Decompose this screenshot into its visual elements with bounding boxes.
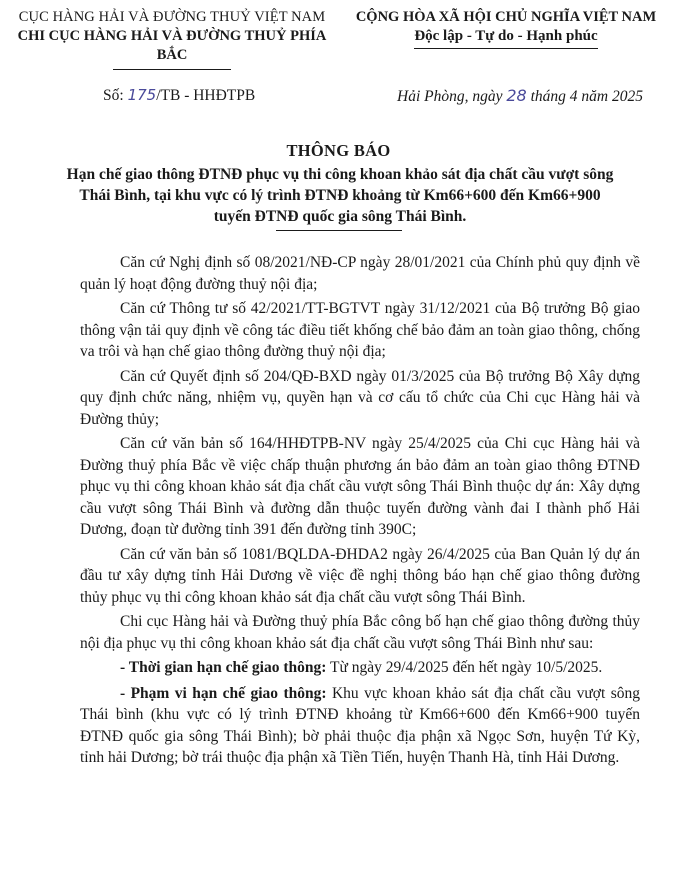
national-motto: Độc lập - Tự do - Hạnh phúc [414,27,597,49]
restriction-scope-item [80,683,640,769]
legal-basis-paragraph: Căn cứ Nghị định số 08/2021/NĐ-CP ngày 28/01/2021 của Chính phủ quy định về quản lý hoạt động đường thuỷ nội địa; [80,254,640,293]
place-prefix: Hải Phòng, ngày [397,88,507,105]
agency-header [12,8,332,70]
doc-no-prefix: Số: [103,87,128,104]
place-and-date [397,86,643,106]
doc-no-suffix: /TB - HHĐTPB [156,87,256,104]
document-subject: Hạn chế giao thông ĐTNĐ phục vụ thi công khoan khảo sát địa chất cầu vượt sông Thái Bình, tại khu vực có lý trình ĐTNĐ khoảng từ Km66+600 đến Km66+900 tuyến ĐTNĐ quốc gia sông Thái Bình. [66,166,614,225]
item-text: Từ ngày 29/4/2025 đến hết ngày 10/5/2025. [326,659,603,676]
date-day-handwritten: 28 [506,86,527,105]
item-text: Khu vực khoan khảo sát địa chất cầu vượt sông Thái bình (khu vực có lý trình ĐTNĐ khoảng từ Km66+600 đến Km66+900 tuyến ĐTNĐ quốc gia sông Thái Bình); bờ phải thuộc địa phận xã Ngọc Sơn, huyện Tứ Kỳ, tỉnh hải Dương; bờ trái thuộc địa phận xã Tiền Tiến, huyện Thanh Hà, tỉnh Hải Dương. [80,684,640,766]
document-body [80,252,640,772]
place-suffix: tháng 4 năm 2025 [526,88,643,105]
national-header [340,8,672,49]
parent-agency-name: CỤC HÀNG HẢI VÀ ĐƯỜNG THUỶ VIỆT NAM [18,9,326,25]
item-label: - Phạm vi hạn chế giao thông: [120,684,327,702]
agency-underline [113,69,231,70]
legal-basis-paragraph: Căn cứ Quyết định số 204/QĐ-BXD ngày 01/3/2025 của Bộ trưởng Bộ Xây dựng quy định chức năng, nhiệm vụ, quyền hạn và cơ cấu tổ chức của Chi cục Hàng hải và Đường thủy; [80,367,640,428]
subject-underline [276,230,402,231]
nation-name: CỘNG HÒA XÃ HỘI CHỦ NGHĨA VIỆT NAM [355,9,657,25]
announcement-paragraph: Chi cục Hàng hải và Đường thuỷ phía Bắc công bố hạn chế giao thông đường thủy nội địa phục vụ thi công khoan khảo sát địa chất cầu vượt sông Thái Bình như sau: [80,613,640,652]
legal-basis-paragraph: Căn cứ Thông tư số 42/2021/TT-BGTVT ngày 31/12/2021 của Bộ trưởng Bộ giao thông vận tải quy định về công tác điều tiết khống chế bảo đảm an toàn giao thông, chống va trôi và hạn chế giao thông đường thuỷ nội địa; [80,300,640,360]
legal-basis-paragraph: Căn cứ văn bản số 1081/BQLDA-ĐHDA2 ngày 26/4/2025 của Ban Quản lý dự án đầu tư xây dựng tỉnh Hải Dương về việc đề nghị thông báo hạn chế giao thông đường thủy phục vụ thi công khoan khảo sát địa chất cầu vượt sông Thái Bình. [80,545,640,606]
doc-no-handwritten: 175 [127,86,157,104]
document-number [103,86,255,105]
legal-basis-paragraph: Căn cứ văn bản số 164/HHĐTPB-NV ngày 25/4/2025 của Chi cục Hàng hải và Đường thuỷ phía Bắc về việc chấp thuận phương án bảo đảm an toàn giao thông ĐTNĐ phục vụ thi công khoan khảo sát địa chất cầu vượt sông Thái Bình thuộc dự án: Xây dựng cầu vượt sông Thái Bình và đường dẫn thuộc tuyến đường vành đai I thành phố Hải Dương, đoạn từ đường tỉnh 391 đến đường tỉnh 390C; [80,435,640,538]
document-title: THÔNG BÁO [286,141,391,160]
restriction-time-item [80,657,640,679]
agency-name: CHI CỤC HÀNG HẢI VÀ ĐƯỜNG THUỶ PHÍA BẮC [17,28,327,63]
item-label: - Thời gian hạn chế giao thông: [120,659,327,676]
